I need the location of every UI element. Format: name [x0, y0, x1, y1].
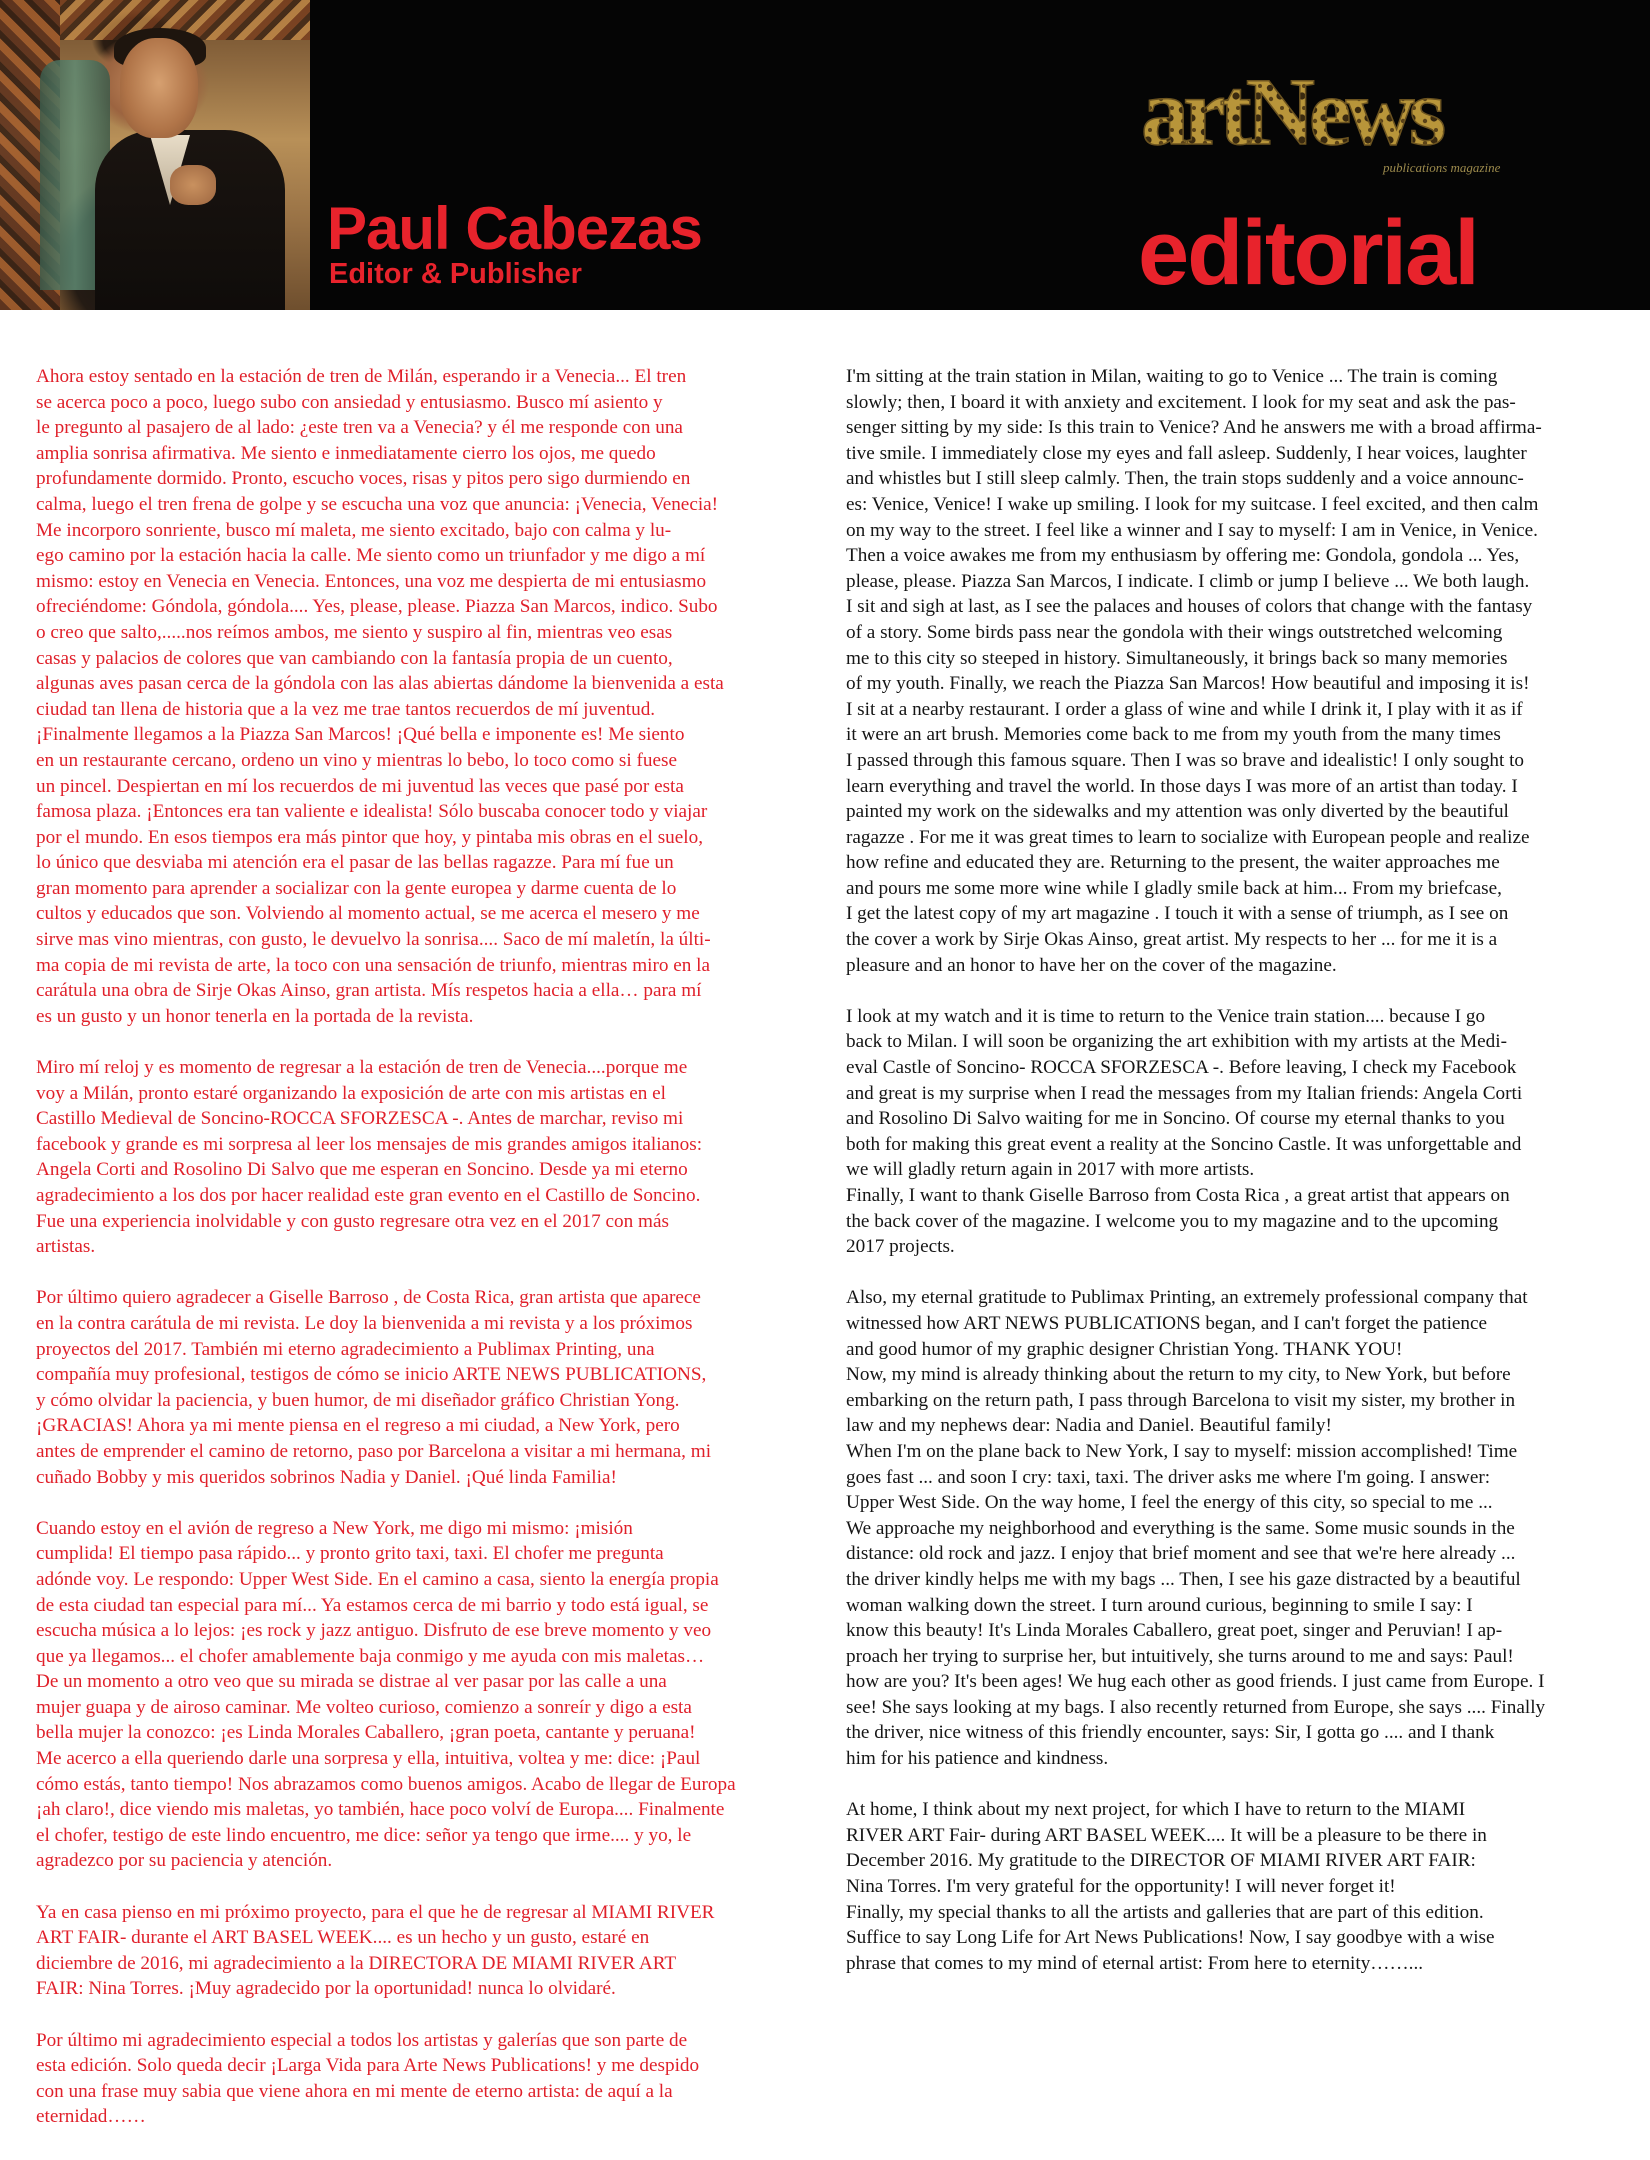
english-paragraph: I'm sitting at the train station in Milan, waiting to go to Venice ... The train is coming slowly; then, I board it with anxiety and excitement. I look for my seat and ask the pas- senger sitting by my side: Is this train to Venice? And he answers me with a broad affirma- tive smile. I immediately close my eyes and fall asleep. Suddenly, I hear voices, laughter and whistles but I still sleep calmly. Then, the train stops suddenly and a voice announc- es: Venice, Venice! I wake up smiling. I look for my suitcase. I feel excited, and then calm on my way to the street. I feel like a winner and I say to myself: I am in Venice, in Venice. Then a voice awakes me from my enthusiasm by offering me: Gondola, gondola ... Yes, please, please. Piazza San Marcos, I indicate. I climb or jump I believe ... We both laugh. I sit and sigh at last, as I see the palaces and houses of colors that change with the fantasy of a story. Some birds pass near the gondola with their wings outstretched welcoming me to this city so steeped in history. Simultaneously, it brings back so many memories of my youth. Finally, we reach the Piazza San Marcos! How beautiful and imposing it is! I sit at a nearby restaurant. I order a glass of wine and while I drink it, I play with it as if it were an art brush. Memories come back to me from my youth from the many times I passed through this famous square. Then I was so brave and idealistic! I only sought to learn everything and travel the world. In those days I was more of an artist than today. I painted my work on the sidewalks and my attention was only diverted by the beautiful ragazze . For me it was great times to learn to socialize with European people and realize how refine and educated they are. Returning to the present, the waiter approaches me and pours me some more wine while I gladly smile back at him... From my briefcase, I get the latest copy of my art magazine . I touch it with a sense of triumph, as I see on the cover a work by Sirje Okas Ainso, great artist. My respects to her ... for me it is a pleasure and an honor to have her on the cover of the magazine. — [846, 366, 1542, 976]
english-column — [846, 364, 1581, 2002]
spanish-paragraph: Ahora estoy sentado en la estación de tren de Milán, esperando ir a Venecia... El tren se acerca poco a poco, luego subo con ansiedad y entusiasmo. Busco mí asiento y le pregunto al pasajero de al lado: ¿este tren va a Venecia? y él me responde con una amplia sonrisa afirmativa. Me siento e inmediatamente cierro los ojos, me quedo profundamente dormido. Pronto, escucho voces, risas y pitos pero sigo durmiendo en calma, luego el tren frena de golpe y se escucha una voz que anuncia: ¡Venecia, Venecia! Me incorporo sonriente, busco mí maleta, me siento excitado, bajo con calma y lu- ego camino por la estación hacia la calle. Me siento como un triunfador y me digo a mí mismo: estoy en Venecia en Venecia. Entonces, una voz me despierta de mi entusiasmo ofreciéndome: Góndola, góndola.... Yes, please, please. Piazza San Marcos, indico. Subo o creo que salto,.....nos reímos ambos, me siento y suspiro al fin, mientras veo esas casas y palacios de colores que van cambiando con la fantasía propia de un cuento, algunas aves pasan cerca de la góndola con las alas abiertas dándome la bienvenida a esta ciudad tan llena de historia que a la vez me trae tantos recuerdos de mí juventud. ¡Finalmente llegamos a la Piazza San Marcos! ¡Qué bella e imponente es! Me siento en un restaurante cercano, ordeno un vino y mientras lo bebo, lo toco como si fuese un pincel. Despiertan en mí los recuerdos de mi juventud las veces que pasé por esta famosa plaza. ¡Entonces era tan valiente e idealista! Sólo buscaba conocer todo y viajar por el mundo. En esos tiempos era más pintor que hoy, y pintaba mis obras en el suelo, lo único que desviaba mi atención era el pasar de las bellas ragazze. Para mí fue un gran momento para aprender a socializar con la gente europea y darme cuenta de lo cultos y educados que son. Volviendo al momento actual, se me acerca el mesero y me sirve mas vino mientras, con gusto, le devuelvo la sonrisa.... Saco de mí maletín, la últi- ma copia de mi revista de arte, la toco con una sensación de triunfo, mientras miro en la carátula una obra de Sirje Okas Ainso, gran artista. Mís respetos hacia a ella… para mí es un gusto y un honor tenerla en la portada de la revista. — [36, 366, 724, 1027]
spanish-paragraph: Ya en casa pienso en mi próximo proyecto, para el que he de regresar al MIAMI RIVER ART FAIR- durante el ART BASEL WEEK.... es un hecho y un gusto, estaré en diciembre de 2016, mi agradecimiento a la DIRECTORA DE MIAMI RIVER ART FAIR: Nina Torres. ¡Muy agradecido por la oportunidad! nunca lo olvidaré. — [36, 1901, 715, 2000]
portrait-face — [120, 38, 198, 138]
logo-subtitle: publications magazine — [1383, 160, 1501, 175]
english-paragraph: At home, I think about my next project, for which I have to return to the MIAMI RIVER ART Fair- during ART BASEL WEEK.... It will be a pleasure to be there in December 2016. My gratitude to the DIRECTOR OF MIAMI RIVER ART FAIR: Nina Torres. I'm very grateful for the opportunity! I will never forget it! Finally, my special thanks to all the artists and galleries that are part of this edition. Suffice to say Long Life for Art News Publications! Now, I say goodbye with a wise phrase that comes to my mind of eternal artist: From here to eternity……... — [846, 1799, 1495, 1974]
spanish-paragraph: Por último mi agradecimiento especial a todos los artistas y galerías que son parte de esta edición. Solo queda decir ¡Larga Vida para Arte News Publications! y me despido con una frase muy sabia que viene ahora en mi mente de eterno artista: de aquí a la eternidad…… — [36, 2029, 700, 2128]
section-title: editorial — [1138, 202, 1478, 304]
spanish-column — [36, 364, 776, 2156]
spanish-paragraph: Cuando estoy en el avión de regreso a New York, me digo mi mismo: ¡misión cumplida! El tiempo pasa rápido... y pronto grito taxi, taxi. El chofer me pregunta adónde voy. Le respondo: Upper West Side. En el camino a casa, siento la energía propia de esta ciudad tan especial para mí... Ya estamos cerca de mi barrio y todo está igual, se escucha música a lo lejos: ¡es rock y jazz antiguo. Disfruto de ese breve momento y veo que ya llegamos... el chofer amablemente baja conmigo y me ayuda con mis maletas… De un momento a otro veo que su mirada se distrae al ver pasar por las calle a una mujer guapa y de airoso caminar. Me volteo curioso, comienzo a sonreír y digo a esta bella mujer la conozco: ¡es Linda Morales Caballero, ¡gran poeta, cantante y peruana! Me acerco a ella queriendo darle una sorpresa y ella, intuitiva, voltea y me: dice: ¡Paul cómo estás, tanto tiempo! Nos abrazamos como buenos amigos. Acabo de llegar de Europa ¡ah claro!, dice viendo mis maletas, yo también, hace poco volví de Europa.... Finalmente el chofer, testigo de este lindo encuentro, me dice: señor ya tengo que irme.... y yo, le agradezco por su paciencia y atención. — [36, 1517, 736, 1872]
spanish-paragraph: Por último quiero agradecer a Giselle Barroso , de Costa Rica, gran artista que aparece en la contra carátula de mi revista. Le doy la bienvenida a mi revista y a los próximos proyectos del 2017. También mi eterno agradecimiento a Publimax Printing, una compañía muy profesional, testigos de cómo se inicio ARTE NEWS PUBLICATIONS, y cómo olvidar la paciencia, y buen humor, de mi diseñador gráfico Christian Yong. ¡GRACIAS! Ahora ya mi mente piensa en el regreso a mi ciudad, a New York, pero antes de emprender el camino de retorno, paso por Barcelona a visitar a mi hermana, mi cuñado Bobby y mis queridos sobrinos Nadia y Daniel. ¡Qué linda Familia! — [36, 1287, 712, 1488]
editor-portrait — [0, 0, 310, 310]
english-paragraph: Also, my eternal gratitude to Publimax Printing, an extremely professional company that witnessed how ART NEWS PUBLICATIONS began, and I can't forget the patience and good humor of my graphic designer Christian Yong. THANK YOU! Now, my mind is already thinking about the return to my city, to New York, but before embarking on the return path, I pass through Barcelona to visit my sister, my brother in law and my nephews dear: Nadia and Daniel. Beautiful family! When I'm on the plane back to New York, I say to myself: mission accomplished! Time goes fast ... and soon I cry: taxi, taxi. The driver asks me where I'm going. I answer: Upper West Side. On the way home, I feel the energy of this city, so special to me ... We approache my neighborhood and everything is the same. Some music sounds in the distance: old rock and jazz. I enjoy that brief moment and see that we're here already ... the driver kindly helps me with my bags ... Then, I see his gaze distracted by a beautiful woman walking down the street. I turn around curious, beginning to smile I say: I know this beauty! It's Linda Morales Caballero, great poet, singer and Peruvian! I ap- proach her trying to surprise her, but intuitively, she turns around to me and says: Paul! how are you? It's been ages! We hug each other as good friends. I just came from Europe. I see! She says looking at my bags. I also recently returned from Europe, she says .... Finally the driver, nice witness of this friendly encounter, says: Sir, I gotta go .... and I thank him for his patience and kindness. — [846, 1287, 1546, 1770]
portrait-suit — [95, 130, 285, 310]
editor-role: Editor & Publisher — [329, 258, 582, 290]
portrait-hand — [170, 165, 216, 205]
logo-wordmark: artNews — [1141, 60, 1441, 165]
spanish-paragraph: Miro mí reloj y es momento de regresar a la estación de tren de Venecia....porque me voy a Milán, pronto estaré organizando la exposición de arte con mis artistas en el Castillo Medieval de Soncino-ROCCA SFORZESCA -. Antes de marchar, reviso mi facebook y grande es mi sorpresa al leer los mensajes de mis grandes amigos italianos: Angela Corti and Rosolino Di Salvo que me esperan en Soncino. Desde ya mi eterno agradecimiento a los dos por hacer realidad este gran evento en el Castillo de Soncino. Fue una experiencia inolvidable y con gusto regresare otra vez en el 2017 con más artistas. — [36, 1057, 703, 1258]
editorial-header — [0, 0, 1650, 310]
artnews-logo — [1133, 60, 1553, 180]
english-paragraph: I look at my watch and it is time to return to the Venice train station.... because I go back to Milan. I will soon be organizing the art exhibition with my artists at the Medi- eval Castle of Soncino- ROCCA SFORZESCA -. Before leaving, I check my Facebook and great is my surprise when I read the messages from my Italian friends: Angela Corti and Rosolino Di Salvo waiting for me in Soncino. Of course my eternal thanks to you both for making this great event a reality at the Soncino Castle. It was unforgettable and we will gladly return again in 2017 with more artists. Finally, I want to thank Giselle Barroso from Costa Rica , a great artist that appears on the back cover of the magazine. I welcome you to my magazine and to the upcoming 2017 projects. — [846, 1005, 1523, 1258]
editor-name: Paul Cabezas — [327, 195, 702, 262]
